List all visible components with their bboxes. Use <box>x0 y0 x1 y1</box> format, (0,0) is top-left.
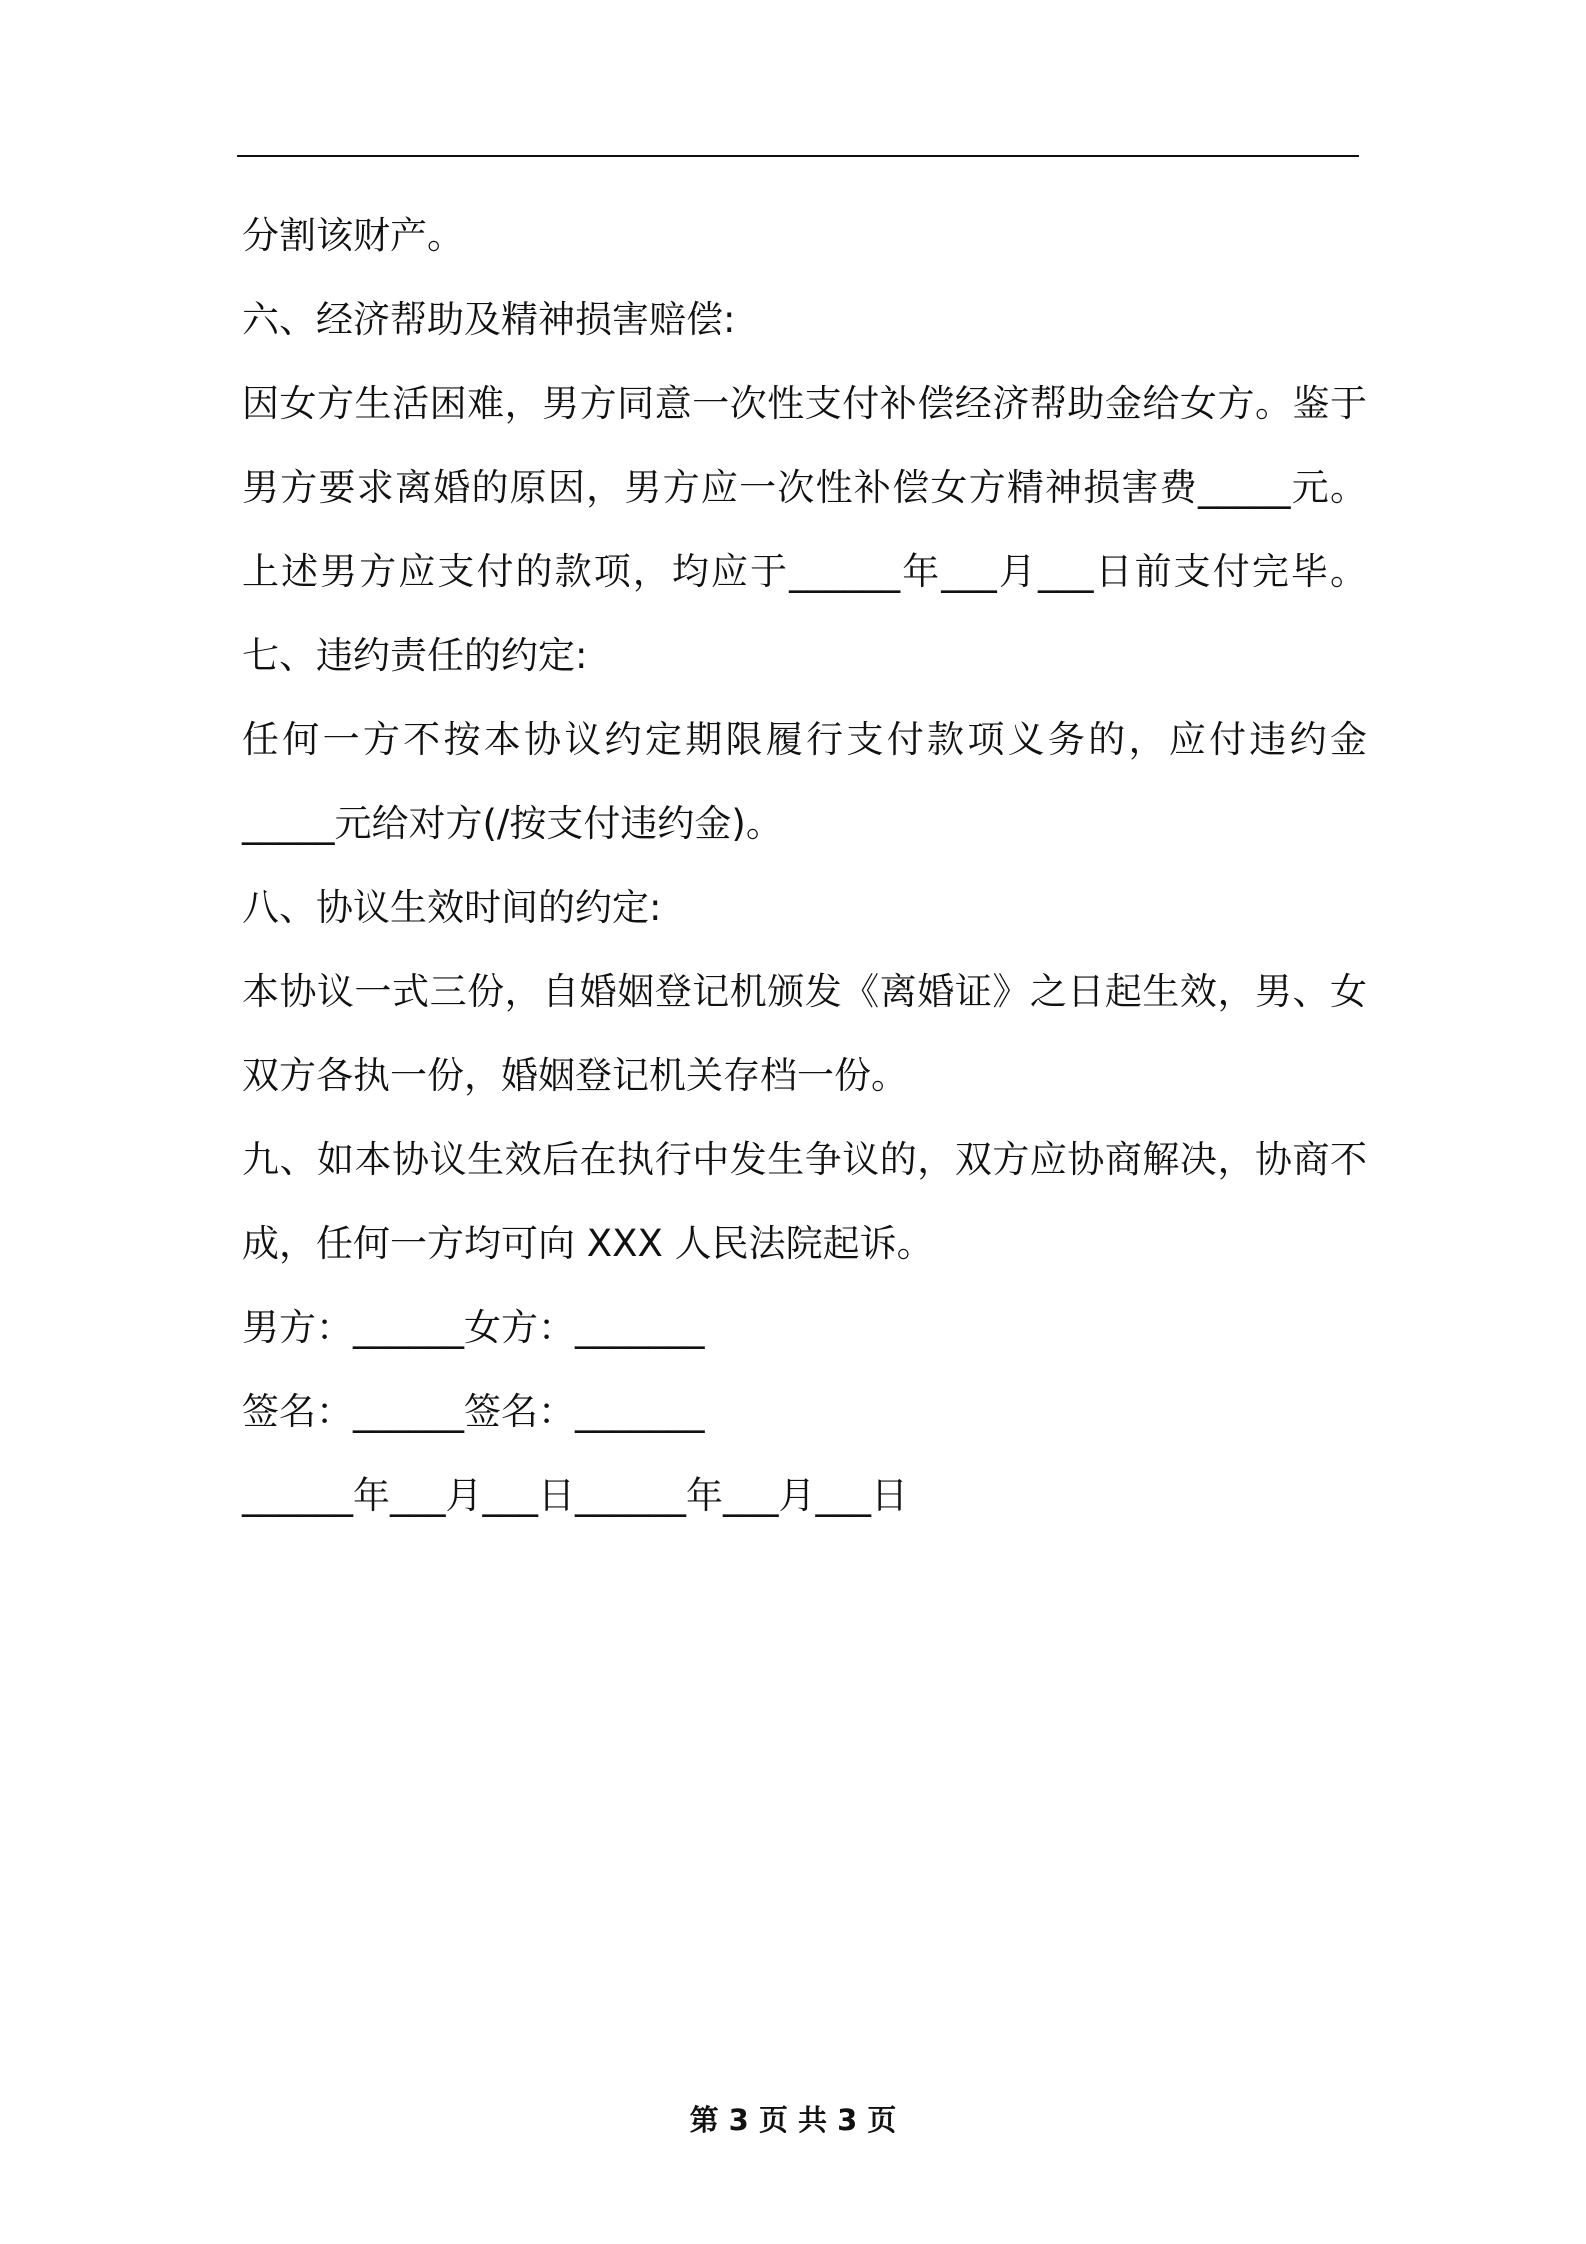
text-line: _____元给对方(/按支付违约金)。 <box>242 802 783 845</box>
document-body <box>242 194 1367 1538</box>
header-rule <box>237 155 1359 157</box>
page-number: 第 3 页 共 3 页 <box>689 2103 897 2137</box>
signature-line-parties: 男方：______女方：_______ <box>242 1306 705 1349</box>
signature-line-dates: ______年___月___日______年___月___日 <box>242 1474 908 1517</box>
text-line: 任何一方不按本协议约定期限履行支付款项义务的，应付违约金 <box>242 718 1367 761</box>
text-line: 分割该财产。 <box>242 214 464 257</box>
text-line: 本协议一式三份，自婚姻登记机颁发《离婚证》之日起生效，男、女 <box>242 970 1367 1013</box>
text-line: 成，任何一方均可向 XXX 人民法院起诉。 <box>242 1222 934 1265</box>
section-heading: 八、协议生效时间的约定: <box>242 886 662 929</box>
text-line: 因女方生活困难，男方同意一次性支付补偿经济帮助金给女方。鉴于 <box>242 382 1367 425</box>
text-line: 男方要求离婚的原因，男方应一次性补偿女方精神损害费_____元。 <box>242 466 1367 509</box>
section-heading: 六、经济帮助及精神损害赔偿: <box>242 298 736 341</box>
text-line: 九、如本协议生效后在执行中发生争议的，双方应协商解决，协商不 <box>242 1138 1367 1181</box>
text-line: 上述男方应支付的款项，均应于______年___月___日前支付完毕。 <box>242 550 1367 593</box>
signature-line-names: 签名：______签名：_______ <box>242 1390 705 1433</box>
section-heading: 七、违约责任的约定: <box>242 634 588 677</box>
text-line: 双方各执一份，婚姻登记机关存档一份。 <box>242 1054 908 1097</box>
